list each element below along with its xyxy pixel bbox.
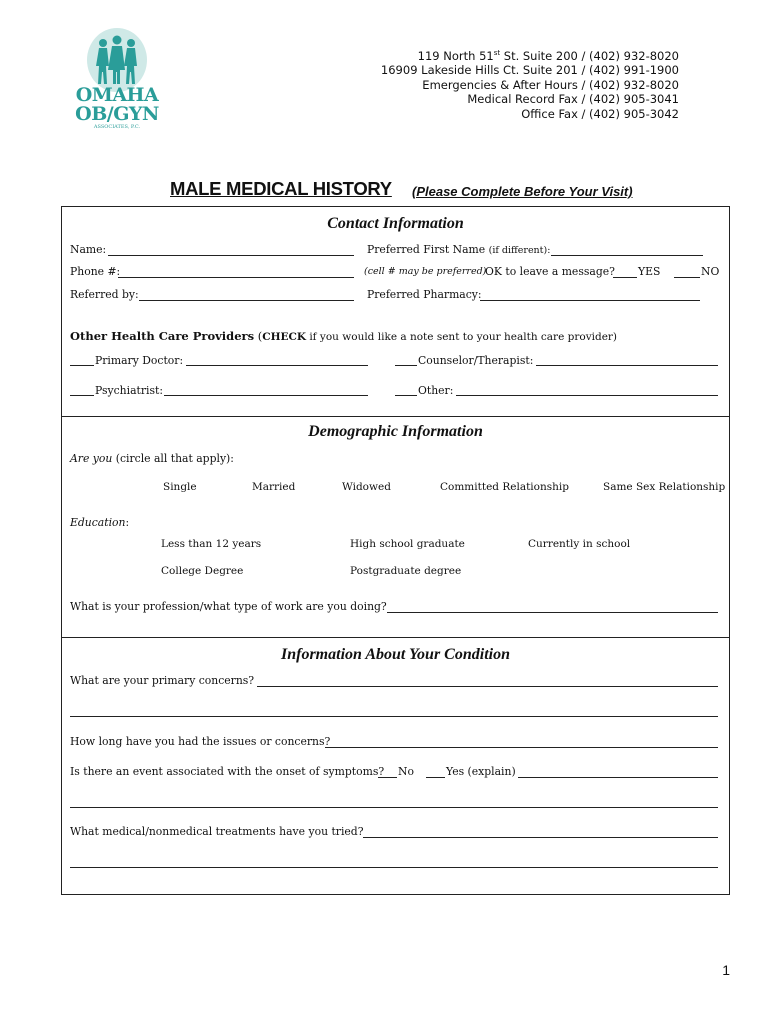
event-explain-field[interactable] (518, 777, 718, 778)
counselor-check[interactable] (395, 365, 417, 366)
other-provider-check[interactable] (395, 395, 417, 396)
event-yes-blank[interactable] (426, 777, 445, 778)
leave-message-label: OK to leave a message? (485, 265, 615, 278)
education-option-college[interactable]: College Degree (161, 565, 244, 577)
education-option-less-than-12[interactable]: Less than 12 years (161, 538, 262, 550)
event-explain-field-2[interactable] (70, 807, 718, 808)
message-no-blank[interactable] (674, 277, 700, 278)
treatments-field-2[interactable] (70, 867, 718, 868)
address-line-1: 119 North 51st St. Suite 200 / (402) 932-8020 (417, 48, 679, 63)
counselor-label: Counselor/Therapist: (418, 354, 534, 367)
event-yes-label: Yes (explain) (446, 765, 516, 778)
primary-doctor-check[interactable] (70, 365, 94, 366)
cell-note: (cell # may be preferred) (364, 266, 487, 277)
psychiatrist-check[interactable] (70, 395, 94, 396)
event-no-label: No (398, 765, 414, 778)
how-long-field[interactable] (325, 747, 718, 748)
condition-section (61, 637, 730, 895)
profession-field[interactable] (387, 612, 718, 613)
form-title: MALE MEDICAL HISTORY (170, 178, 392, 199)
message-yes-label: YES (638, 265, 661, 278)
referred-by-label: Referred by: (70, 288, 139, 301)
treatments-label: What medical/nonmedical treatments have you tried? (70, 825, 364, 838)
are-you-label: Are you (circle all that apply): (70, 452, 234, 465)
message-yes-blank[interactable] (613, 277, 637, 278)
pharmacy-label: Preferred Pharmacy: (367, 288, 482, 301)
status-option-widowed[interactable]: Widowed (342, 481, 391, 493)
providers-heading: Other Health Care Providers (CHECK if you would like a note sent to your health care provider) (70, 329, 618, 343)
status-option-same-sex[interactable]: Same Sex Relationship (603, 481, 726, 493)
preferred-first-name-field[interactable] (551, 255, 703, 256)
primary-concerns-field-2[interactable] (70, 716, 718, 717)
logo-line-3: ASSOCIATES, P.C. (93, 124, 141, 130)
contact-section (61, 206, 730, 417)
psychiatrist-field[interactable] (164, 395, 368, 396)
psychiatrist-label: Psychiatrist: (95, 384, 163, 397)
name-field[interactable] (108, 255, 354, 256)
event-no-blank[interactable] (378, 777, 397, 778)
other-provider-field[interactable] (456, 395, 718, 396)
address-block (381, 46, 679, 121)
demographic-heading: Demographic Information (308, 423, 483, 440)
condition-heading: Information About Your Condition (281, 646, 510, 663)
address-line-4: Medical Record Fax / (402) 905-3041 (467, 92, 679, 107)
education-option-in-school[interactable]: Currently in school (528, 538, 631, 550)
profession-label: What is your profession/what type of work are you doing? (70, 600, 387, 613)
name-label: Name: (70, 243, 107, 256)
status-option-single[interactable]: Single (163, 481, 197, 493)
address-line-3: Emergencies & After Hours / (402) 932-8020 (422, 77, 679, 92)
message-no-label: NO (701, 265, 720, 278)
address-line-2: 16909 Lakeside Hills Ct. Suite 201 / (402) 991-1900 (380, 63, 679, 78)
contact-heading: Contact Information (327, 215, 464, 232)
pharmacy-field[interactable] (480, 300, 700, 301)
phone-field[interactable] (118, 277, 354, 278)
education-option-high-school[interactable]: High school graduate (350, 538, 465, 550)
status-option-married[interactable]: Married (252, 481, 296, 493)
primary-concerns-label: What are your primary concerns? (70, 674, 255, 687)
demographic-section (61, 415, 730, 638)
education-label: Education: (70, 516, 130, 529)
primary-doctor-field[interactable] (186, 365, 368, 366)
education-option-postgraduate[interactable]: Postgraduate degree (350, 565, 462, 577)
address-line-5: Office Fax / (402) 905-3042 (521, 106, 679, 121)
referred-by-field[interactable] (139, 300, 354, 301)
event-label: Is there an event associated with the onset of symptoms? (70, 765, 385, 778)
how-long-label: How long have you had the issues or concerns? (70, 735, 331, 748)
other-provider-label: Other: (418, 384, 454, 397)
counselor-field[interactable] (536, 365, 718, 366)
logo-line-1: OMAHA (75, 84, 159, 106)
primary-doctor-label: Primary Doctor: (95, 354, 184, 367)
form-subtitle: (Please Complete Before Your Visit) (412, 184, 633, 199)
phone-label: Phone #: (70, 265, 121, 278)
logo-line-2: OB/GYN (75, 103, 159, 125)
primary-concerns-field[interactable] (257, 686, 718, 687)
practice-logo (72, 26, 162, 130)
page-number: 1 (722, 962, 730, 978)
preferred-first-name-label: Preferred First Name (if different): (367, 243, 551, 256)
treatments-field[interactable] (363, 837, 718, 838)
status-option-committed[interactable]: Committed Relationship (440, 481, 569, 493)
